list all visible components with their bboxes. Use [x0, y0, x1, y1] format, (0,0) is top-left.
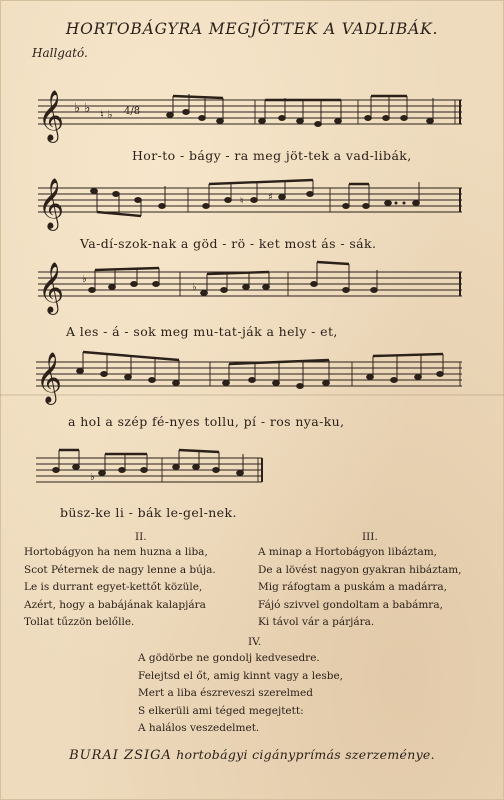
svg-text:♭: ♭ — [192, 282, 197, 293]
verse-line: Fájó szivvel gondoltam a babámra, — [258, 598, 443, 611]
paper-fold — [0, 394, 504, 396]
stanza-iii-text — [258, 544, 462, 632]
verse-line: S elkerüli ami téged megejtett: — [138, 704, 304, 717]
verse-line: Mert a liba észreveszi szerelmed — [138, 687, 313, 700]
tempo-marking: Hallgató. — [32, 46, 88, 60]
composer-description: hortobágyi cigányprímás szerzeménye. — [176, 747, 435, 762]
lyric-line-3: A les - á - sok meg mu-tat-ják a hely - et, — [66, 324, 338, 339]
verse-line: Hortobágyon ha nem huzna a liba, — [24, 546, 208, 558]
svg-text:♯: ♯ — [268, 192, 273, 203]
stanza-ii-text — [24, 544, 216, 632]
svg-text:♭: ♭ — [82, 274, 87, 285]
svg-text:𝄞: 𝄞 — [38, 262, 65, 313]
svg-text:♭: ♭ — [90, 472, 95, 483]
verse-line: Azért, hogy a babájának kalapjára — [24, 598, 206, 611]
music-staff-5 — [0, 446, 504, 496]
verse-line: Felejtsd el őt, amig kinnt vagy a lesbe, — [138, 669, 343, 682]
stanza-iii-label: III. — [362, 531, 378, 543]
verse-line: Le is durrant egyet-kettőt közüle, — [24, 581, 203, 594]
lyric-line-1: Hor-to - bágy - ra meg jöt-tek a vad-libák, — [132, 148, 412, 163]
music-staff-1 — [0, 88, 504, 148]
time-signature: 4/8 — [124, 106, 141, 117]
verse-line: Tollat tűzzön belőlle. — [24, 616, 135, 629]
verse-line: Scot Péternek de nagy lenne a búja. — [24, 563, 216, 576]
verse-line: A halálos veszedelmet. — [138, 722, 260, 735]
verse-line: De a lövést nagyon gyakran hibáztam, — [258, 563, 462, 576]
svg-text:𝄞: 𝄞 — [38, 178, 65, 229]
composer-credit — [0, 747, 504, 763]
composer-name: BURAI ZSIGA — [69, 748, 172, 763]
music-staff-4 — [0, 346, 504, 406]
stanza-iv-label: IV. — [248, 636, 262, 648]
lyric-line-2: Va-dí-szok-nak a göd - rö - ket most ás - sák. — [80, 236, 377, 251]
music-staff-3 — [0, 256, 504, 316]
music-staff-2 — [0, 174, 504, 234]
stanza-ii-label: II. — [135, 531, 147, 543]
verse-line: Ki távol vár a párjára. — [258, 616, 375, 629]
verse-line: A minap a Hortobágyon libáztam, — [258, 546, 438, 558]
verse-line: Mig ráfogtam a puskám a madárra, — [258, 581, 447, 594]
svg-text:𝄞: 𝄞 — [36, 352, 63, 403]
svg-text:♭ ♭: ♭ ♭ — [74, 101, 91, 116]
treble-clef-icon: 𝄞 — [38, 90, 65, 141]
lyric-line-5: büsz-ke li - bák le-gel-nek. — [60, 505, 237, 520]
svg-text:♮: ♮ — [240, 196, 244, 207]
song-title: HORTOBÁGYRA MEGJÖTTEK A VADLIBÁK. — [65, 20, 439, 38]
lyric-line-4: a hol a szép fé-nyes tollu, pí - ros nya-ku, — [68, 414, 345, 429]
stanza-iv-text — [138, 650, 343, 738]
svg-text:♮ ♭: ♮ ♭ — [100, 108, 113, 121]
verse-line: A gödörbe ne gondolj kedvesedre. — [138, 652, 320, 664]
